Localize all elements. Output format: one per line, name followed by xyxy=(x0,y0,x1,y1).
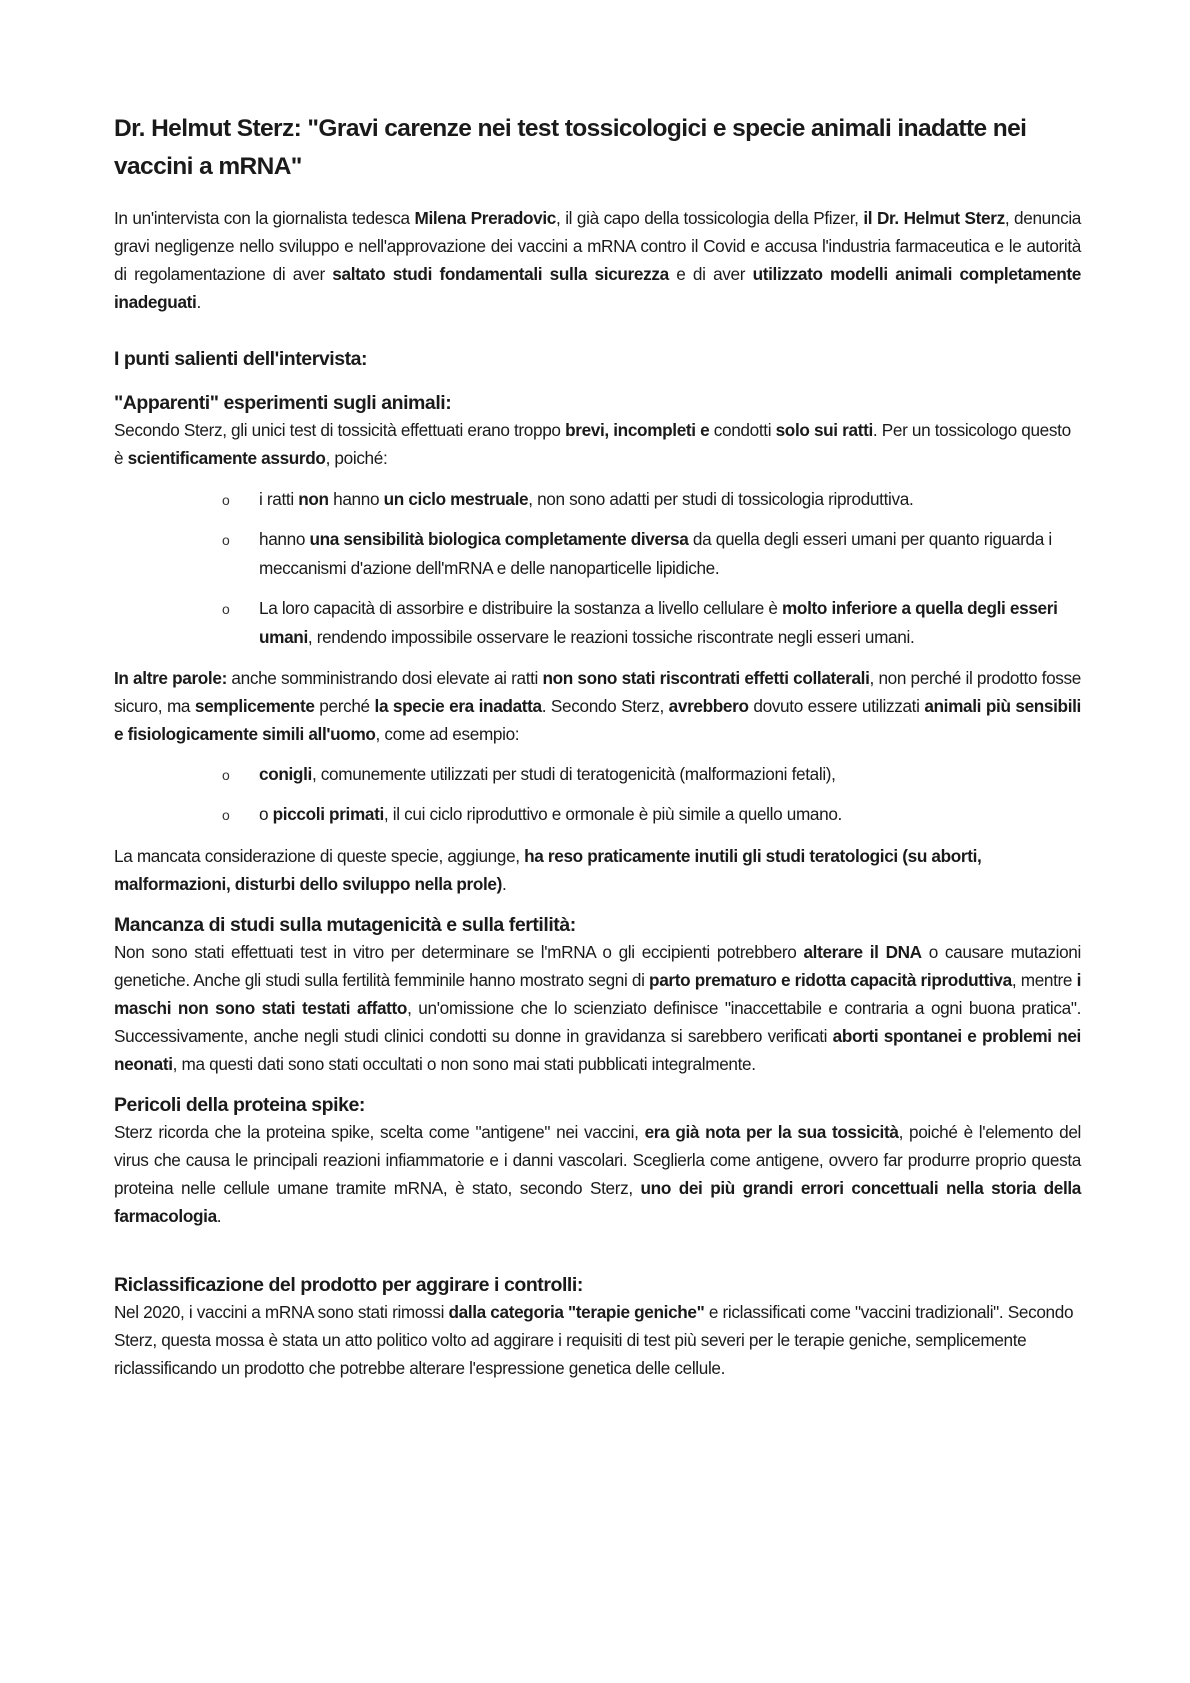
section-paragraph: Sterz ricorda che la proteina spike, scelta come "antigene" nei vaccini, era già nota per la sua tossicità, poiché è l'elemento del virus che causa le principali reazioni infiammatorie e i danni vascolari. Sceglierla come antigene, ovvero far produrre proprio questa proteina nelle cellule umane tramite mRNA, è stato, secondo Sterz, uno dei più grandi errori concettuali nella storia della farmacologia. xyxy=(114,1122,1082,1226)
list-item: o i ratti non hanno un ciclo mestruale, non sono adatti per studi di tossicologia riproduttiva. xyxy=(114,485,1081,514)
journalist-name: Milena Preradovic xyxy=(414,208,556,228)
section-heading-animal-tests: "Apparenti" esperimenti sugli animali: xyxy=(114,392,452,414)
section-heading-mutagenicity: Mancanza di studi sulla mutagenicità e sulla fertilità: xyxy=(114,914,576,936)
list-item: o La loro capacità di assorbire e distribuire la sostanza a livello cellulare è molto inferiore a quella degli esseri umani, rendendo impossibile osservare le reazioni tossiche riscontrate negli esseri umani. xyxy=(114,594,1081,652)
section-heading-reclassification: Riclassificazione del prodotto per aggirare i controlli: xyxy=(114,1274,583,1296)
list-item: o hanno una sensibilità biologica completamente diversa da quella degli esseri umani per quanto riguarda i meccanismi d'azione dell'mRNA e delle nanoparticelle lipidiche. xyxy=(114,525,1081,583)
alternative-species-list xyxy=(114,760,1081,829)
circle-bullet-icon: o xyxy=(222,767,230,783)
circle-bullet-icon: o xyxy=(222,492,230,508)
section-paragraph: In altre parole: anche somministrando dosi elevate ai ratti non sono stati riscontrati effetti collaterali, non perché il prodotto fosse sicuro, ma semplicemente perché la specie era inadatta. Secondo Sterz, avrebbero dovuto essere utilizzati animali più sensibili e fisiologicamente simili all'uomo, come ad esempio: xyxy=(114,668,1081,744)
list-item: o conigli, comunemente utilizzati per studi di teratogenicità (malformazioni fetali), xyxy=(114,760,1081,789)
highlights-heading: I punti salienti dell'intervista: xyxy=(114,348,368,370)
section-paragraph: Nel 2020, i vaccini a mRNA sono stati rimossi dalla categoria "terapie geniche" e riclassificati come "vaccini tradizionali". Secondo Sterz, questa mossa è stata un atto politico volto ad aggirare i requisiti di test più severi per le terapie geniche, semplicemente riclassificando un prodotto che potrebbe alterare l'espressione genetica delle cellule. xyxy=(114,1302,1074,1378)
circle-bullet-icon: o xyxy=(222,601,230,617)
circle-bullet-icon: o xyxy=(222,532,230,548)
list-item: o o piccoli primati, il cui ciclo riproduttivo e ormonale è più simile a quello umano. xyxy=(114,800,1081,829)
rats-reasons-list xyxy=(114,485,1081,652)
section-paragraph: Non sono stati effettuati test in vitro per determinare se l'mRNA o gli eccipienti potrebbero alterare il DNA o causare mutazioni genetiche. Anche gli studi sulla fertilità femminile hanno mostrato segni di parto prematuro e ridotta capacità riproduttiva, mentre i maschi non sono stati testati affatto, un'omissione che lo scienziato definisce "inaccettabile e contraria a ogni buona pratica". Successivamente, anche negli studi clinici condotti su donne in gravidanza si sarebbero verificati aborti spontanei e problemi nei neonati, ma questi dati sono stati occultati o non sono mai stati pubblicati integralmente. xyxy=(114,942,1082,1074)
section-paragraph: Secondo Sterz, gli unici test di tossicità effettuati erano troppo brevi, incompleti e condotti solo sui ratti. Per un tossicologo questo è scientificamente assurdo, poiché: xyxy=(114,420,1071,468)
circle-bullet-icon: o xyxy=(222,807,230,823)
document-page xyxy=(114,110,1081,1382)
section-heading-spike-protein: Pericoli della proteina spike: xyxy=(114,1094,365,1116)
section-paragraph: La mancata considerazione di queste specie, aggiunge, ha reso praticamente inutili gli studi teratologici (su aborti, malformazioni, disturbi dello sviluppo nella prole). xyxy=(114,846,982,894)
intro-paragraph: In un'intervista con la giornalista tedesca Milena Preradovic, il già capo della tossicologia della Pfizer, il Dr. Helmut Sterz, denuncia gravi negligenze nello sviluppo e nell'approvazione dei vaccini a mRNA contro il Covid e accusa l'industria farmaceutica e le autorità di regolamentazione di aver saltato studi fondamentali sulla sicurezza e di aver utilizzato modelli animali completamente inadeguati. xyxy=(114,208,1082,312)
document-title: Dr. Helmut Sterz: "Gravi carenze nei test tossicologici e specie animali inadatte nei vaccini a mRNA" xyxy=(114,115,1027,180)
scientist-name: il Dr. Helmut Sterz xyxy=(863,208,1005,228)
